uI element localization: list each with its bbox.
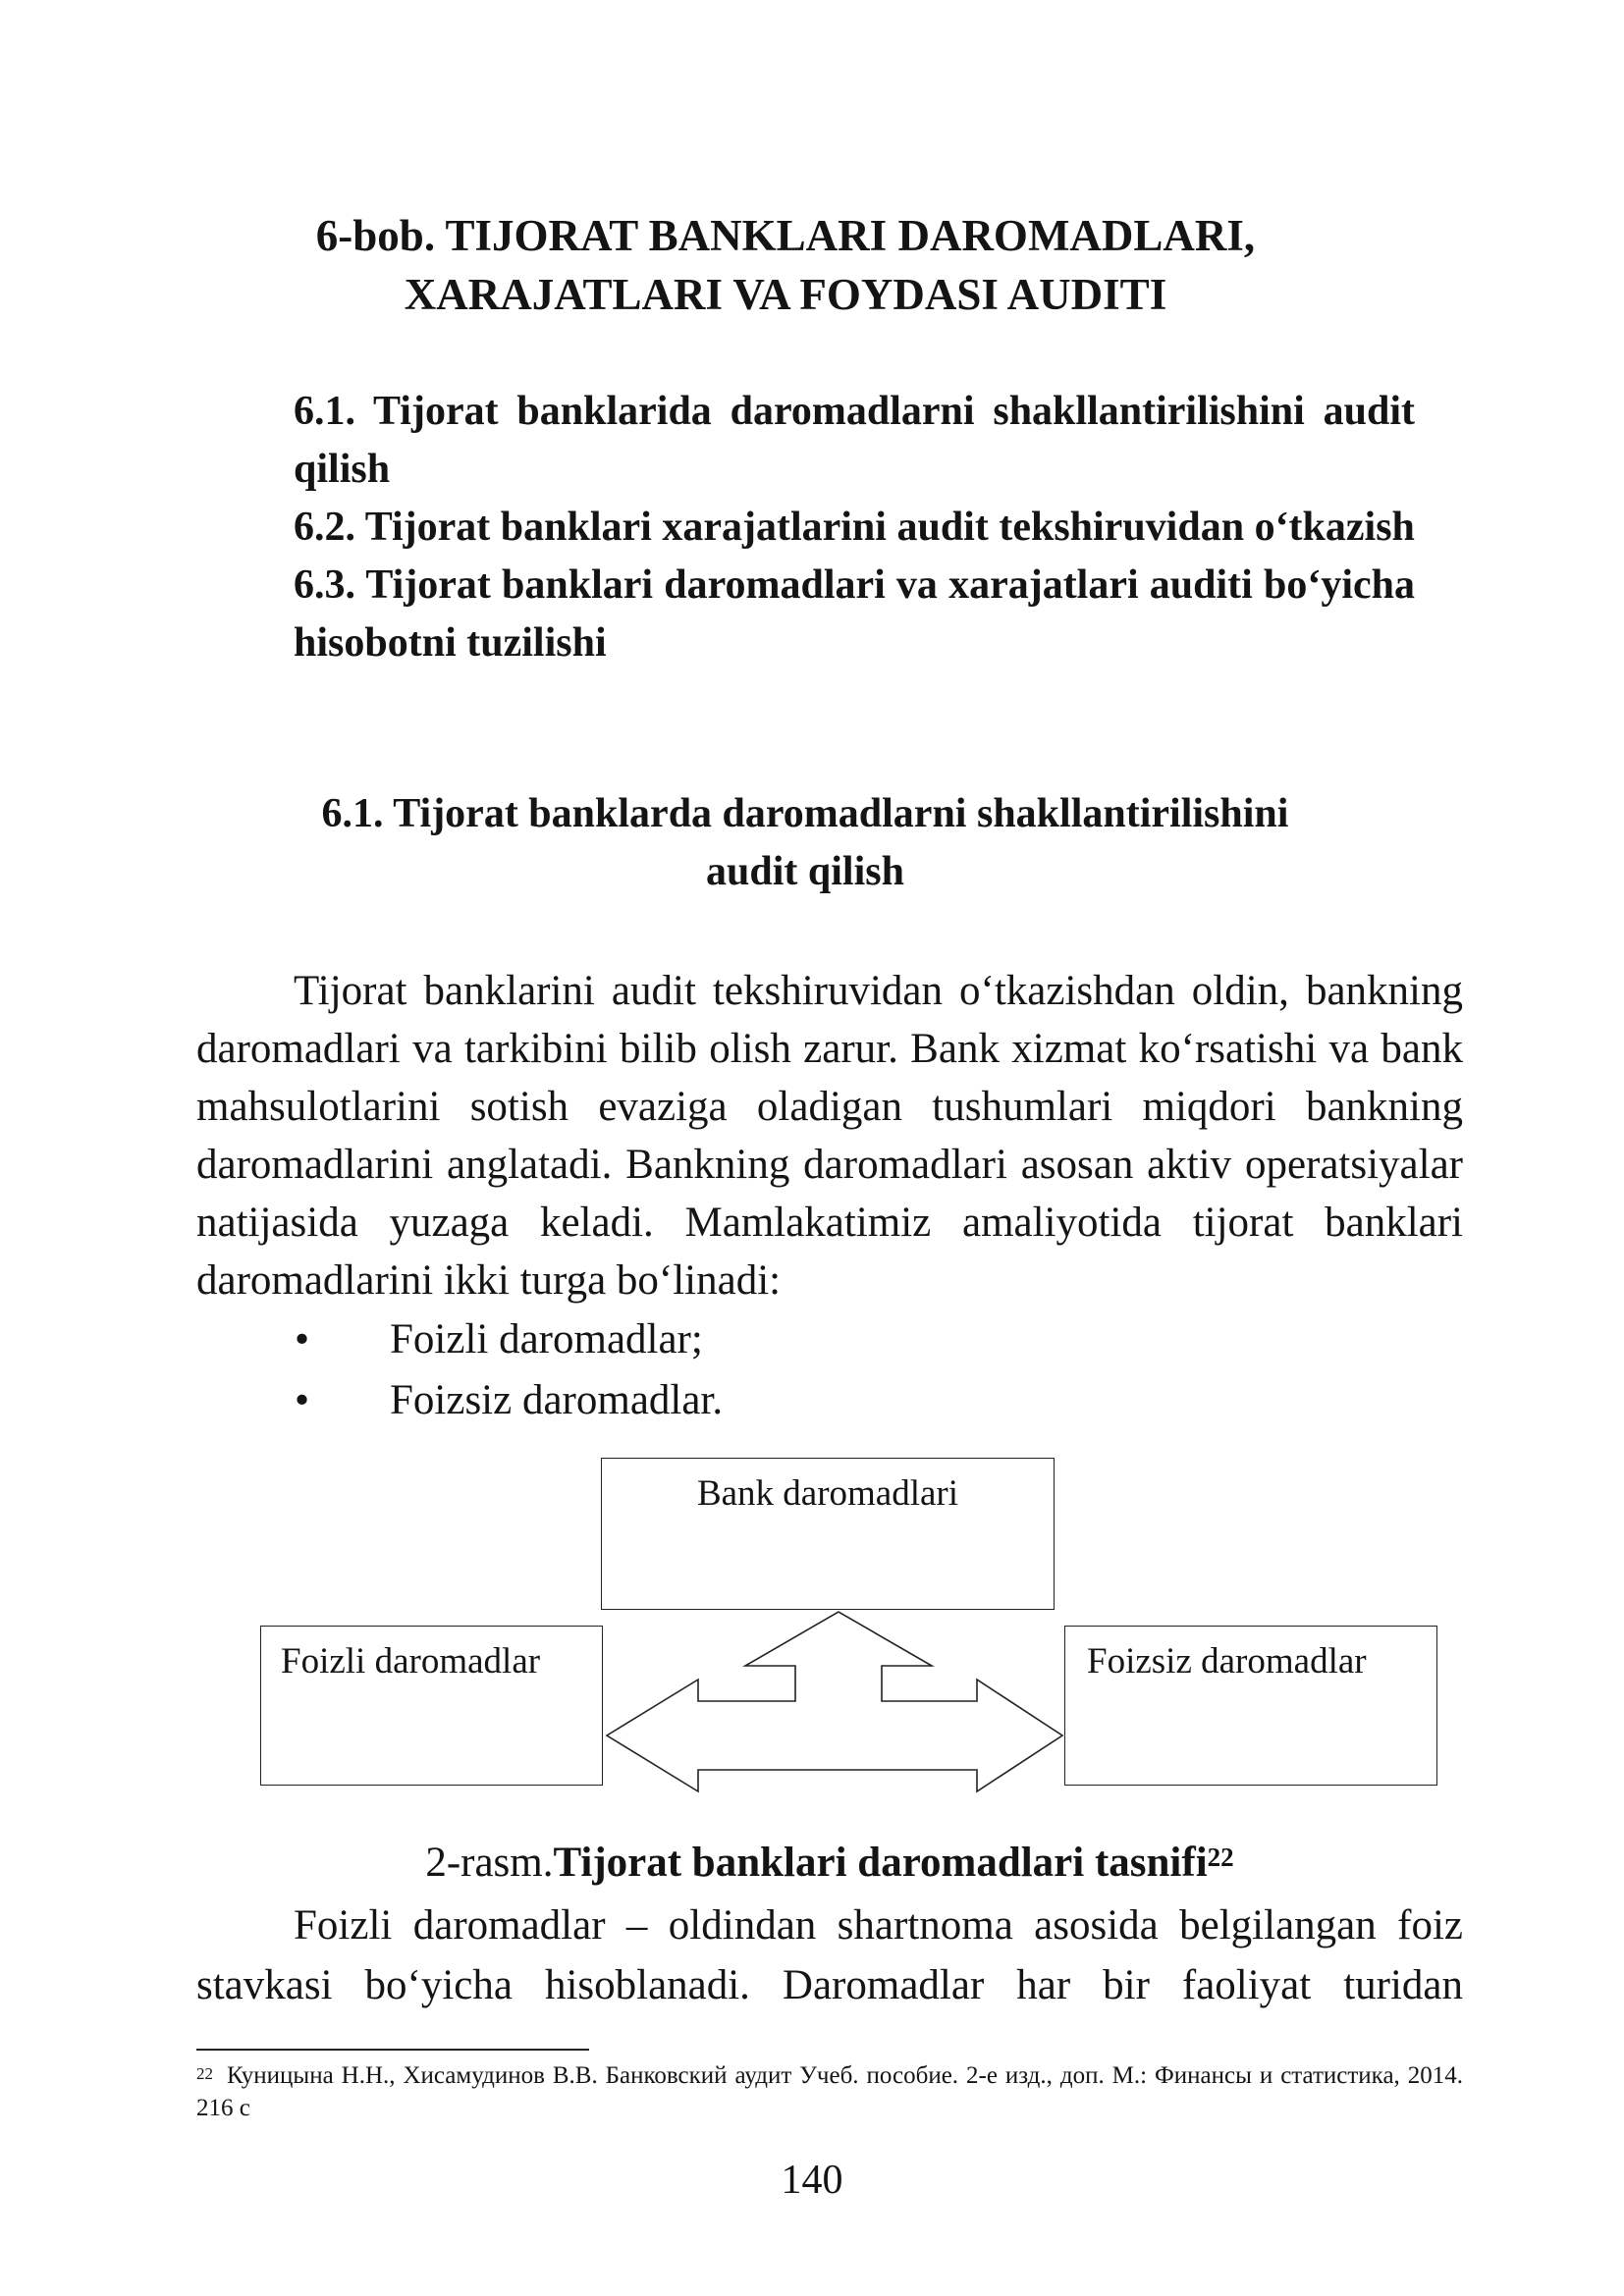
diagram-box-bank-income bbox=[601, 1458, 1055, 1610]
list-item-label: Foizli daromadlar; bbox=[390, 1316, 703, 1362]
figure-caption bbox=[196, 1834, 1463, 1893]
figure-number: 2-rasm. bbox=[425, 1840, 554, 1886]
section-list-item: 6.1. Tijorat banklarida daromadlarni shakllantirilishini audit qilish bbox=[294, 389, 1415, 492]
section-heading-line-2: audit qilish bbox=[706, 849, 904, 894]
chapter-title-line-1: 6-bob. TIJORAT BANKLARI DAROMADLARI, bbox=[315, 211, 1256, 260]
interest-income-paragraph: Foizli daromadlar – oldindan shartnoma asosida belgilangan foiz stavkasi bo‘yicha hisoblanadi. Daromadlar har bir faoliyat turidan bbox=[196, 1902, 1463, 2008]
section-list-item: 6.2. Tijorat banklari xarajatlarini audit tekshiruvidan o‘tkazish bbox=[294, 505, 1415, 550]
section-list-item: 6.3. Tijorat banklari daromadlari va xarajatlari auditi bo‘yicha hisobotni tuzilishi bbox=[294, 562, 1415, 666]
diagram-box-label: Bank daromadlari bbox=[696, 1473, 959, 1514]
chapter-title-line-2: XARAJATLARI VA FOYDASI AUDITI bbox=[404, 270, 1167, 319]
diagram-box-label: Foizsiz daromadlar bbox=[1087, 1641, 1367, 1682]
diagram-box-label: Foizli daromadlar bbox=[281, 1641, 541, 1682]
footnote-reference: 22 bbox=[1207, 1842, 1234, 1872]
footnote-divider bbox=[196, 2049, 589, 2051]
diagram-box-interest-income bbox=[260, 1626, 603, 1786]
list-item-label: Foizsiz daromadlar. bbox=[390, 1377, 724, 1423]
bullet-icon: • bbox=[295, 1316, 310, 1362]
footnote bbox=[196, 2059, 1463, 2124]
double-arrow-icon bbox=[607, 1612, 1062, 1791]
figure-title: Tijorat banklari daromadlari tasnifi bbox=[553, 1840, 1208, 1886]
body-text-continued bbox=[196, 1896, 1463, 2015]
page-number: 140 bbox=[781, 2158, 843, 2203]
bullet-icon: • bbox=[295, 1377, 310, 1423]
footnote-text: Куницына Н.Н., Хисамудинов В.В. Банковский аудит Учеб. пособие. 2-е изд., доп. М.: Финансы и статистика, 2014. 216 с bbox=[196, 2062, 1463, 2121]
diagram-box-non-interest-income bbox=[1064, 1626, 1437, 1786]
intro-paragraph: Tijorat banklarini audit tekshiruvidan o‘tkazishdan oldin, bankning daromadlari va tarkibini bilib olish zarur. Bank xizmat ko‘rsatishi va bank mahsulotlarini sotish evaziga oladigan tushumlari miqdori bankning daromadlarini anglatadi. Bankning daromadlari asosan aktiv operatsiyalar natijasida yuzaga keladi. Mamlakatimiz amaliyotida tijorat banklari daromadlarini ikki turga bo‘linadi: bbox=[196, 968, 1463, 1304]
section-heading-line-1: 6.1. Tijorat banklarda daromadlarni shakllantirilishini bbox=[321, 791, 1289, 836]
footnote-number: 22 bbox=[196, 2064, 213, 2083]
